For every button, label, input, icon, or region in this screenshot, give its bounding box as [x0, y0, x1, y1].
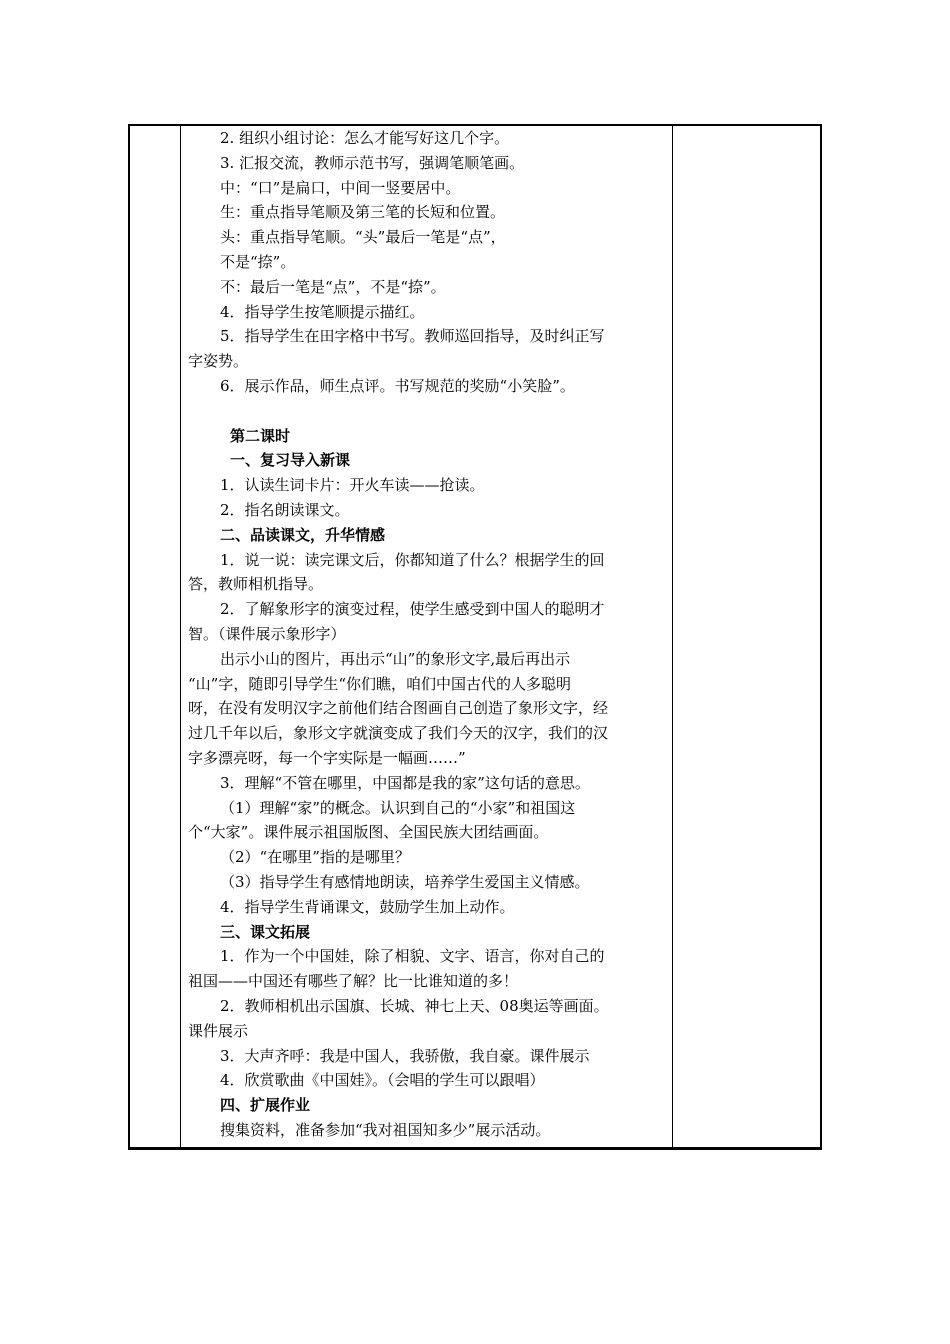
text-line: （1）理解“家”的概念。认识到自己的“小家”和祖国这 [220, 798, 576, 817]
text-line: 3. 汇报交流，教师示范书写，强调笔顺笔画。 [220, 153, 525, 172]
text-line: 答，教师相机指导。 [188, 575, 324, 594]
text-line: 2．了解象形字的演变过程，使学生感受到中国人的聪明才 [220, 600, 605, 619]
text-line: 祖国——中国还有哪些了解？比一比谁知道的多！ [188, 972, 519, 991]
text-line: 不是“捺”。 [220, 253, 296, 271]
text-line: 字姿势。 [188, 352, 249, 371]
section-heading: 一、复习导入新课 [230, 451, 351, 470]
text-line: 呀，在没有发明汉字之前他们结合图画自己创造了象形文字，经 [188, 699, 609, 718]
section-heading: 第二课时 [230, 426, 291, 445]
text-line: 不：最后一笔是“点”，不是“捺”。 [220, 277, 446, 296]
text-line: 4．欣赏歌曲《中国娃》。（会唱的学生可以跟唱） [220, 1071, 545, 1090]
text-line: 4．指导学生背诵课文，鼓励学生加上动作。 [220, 897, 515, 916]
text-line: 搜集资料，准备参加“我对祖国知多少”展示活动。 [220, 1121, 551, 1139]
column-divider-right [672, 126, 673, 1147]
text-line: 生：重点指导笔顺及第三笔的长短和位置。 [220, 203, 506, 222]
text-line: 中：“口”是扁口，中间一竖要居中。 [220, 178, 461, 197]
section-heading: 三、课文拓展 [220, 922, 311, 941]
text-line: 1．作为一个中国娃，除了相貌、文字、语言，你对自己的 [220, 947, 605, 966]
text-line: 1．认读生词卡片：开火车读——抢读。 [220, 476, 485, 495]
text-line: （3）指导学生有感情地朗读，培养学生爱国主义情感。 [220, 873, 590, 891]
text-line: 3．理解“不管在哪里，中国都是我的家”这句话的意思。 [220, 773, 590, 792]
text-line: 3．大声齐呼：我是中国人，我骄傲，我自豪。课件展示 [220, 1046, 590, 1065]
text-line: 2．教师相机出示国旗、长城、神七上天、08奥运等画面。 [220, 997, 609, 1015]
text-line: 课件展示 [188, 1021, 249, 1040]
text-line: （2）“在哪里”指的是哪里？ [220, 848, 410, 867]
text-line: 个“大家”。课件展示祖国版图、全国民族大团结画面。 [188, 823, 549, 842]
section-heading: 四、扩展作业 [220, 1096, 311, 1115]
section-heading: 二、品读课文，升华情感 [220, 525, 386, 544]
text-line: 智。（课件展示象形字） [188, 625, 346, 643]
text-line: 1．说一说：读完课文后，你都知道了什么？根据学生的回 [220, 550, 605, 569]
text-line: 过几千年以后，象形文字就演变成了我们今天的汉字，我们的汉 [188, 724, 609, 743]
text-line: 6．展示作品，师生点评。书写规范的奖励“小笑脸”。 [220, 377, 575, 395]
text-line: 字多漂亮呀，每一个字实际是一幅画……” [188, 749, 466, 767]
column-divider-left [180, 126, 181, 1147]
text-line: 出示小山的图片，再出示“山”的象形文字,最后再出示 [220, 649, 571, 668]
text-line: 2. 组织小组讨论：怎么才能写好这几个字。 [220, 129, 510, 147]
text-line: 4．指导学生按笔顺提示描红。 [220, 302, 425, 321]
text-line: “山”字，随即引导学生“你们瞧，咱们中国古代的人多聪明 [188, 674, 572, 693]
text-line: 2．指名朗读课文。 [220, 501, 350, 519]
text-line: 5．指导学生在田字格中书写。教师巡回指导，及时纠正写 [220, 327, 605, 346]
text-line: 头：重点指导笔顺。“头”最后一笔是“点”， [220, 228, 506, 247]
